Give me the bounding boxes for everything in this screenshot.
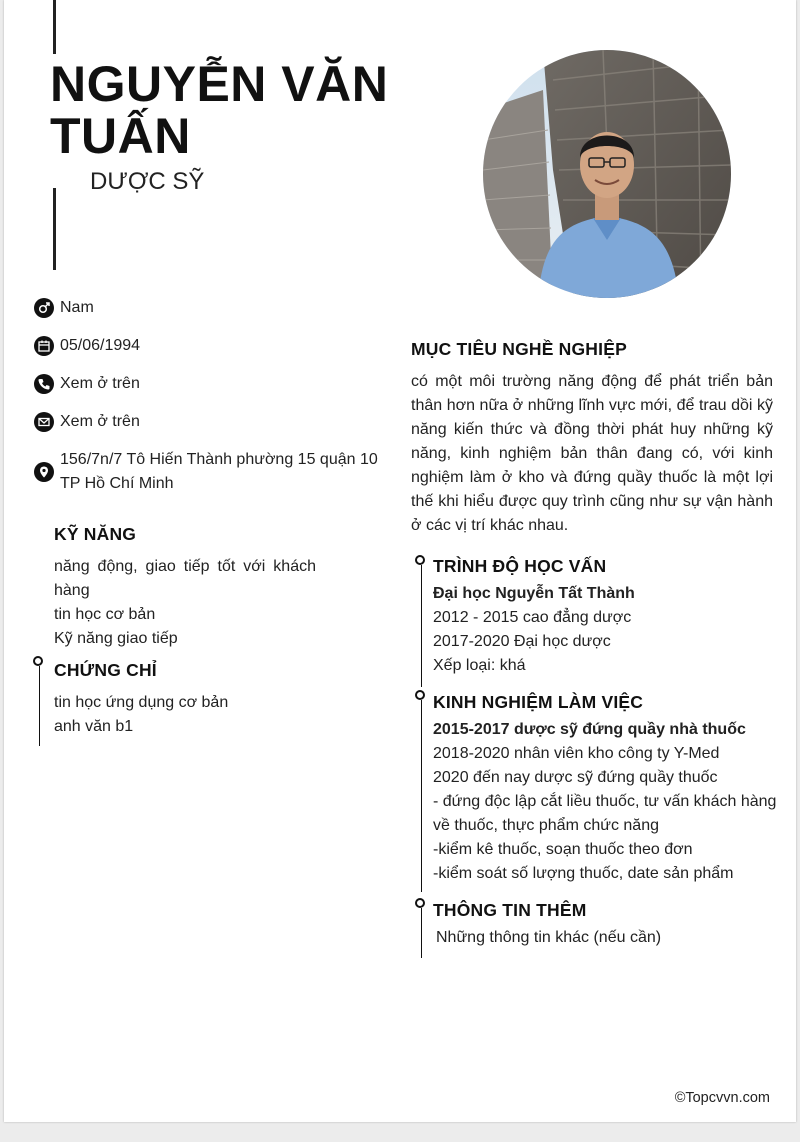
birthday-value: 05/06/1994 (60, 337, 141, 354)
skill-item: Kỹ năng giao tiếp (54, 630, 178, 647)
experience-line: - đứng độc lập cắt liều thuốc, tư vấn khách hàng về thuốc, thực phẩm chức năng (433, 793, 777, 834)
experience-line: -kiểm kê thuốc, soạn thuốc theo đơn (433, 841, 693, 858)
timeline-line (421, 908, 423, 958)
contact-phone (34, 372, 390, 396)
objective-text: có một môi trường năng động để phát triển bản thân hơn nữa ở những lĩnh vực mới, để trau dồi kỹ năng kiến thức và đồng thời phát huy những kỹ năng, kinh nghiệm bản thân đang có, với kinh nghiệm làm ở kho và đứng quầy thuốc là một lợi thế khi hiểu được quy trình cũng như sự vận hành ở các vị trí khác nhau. (411, 373, 773, 534)
objective-heading: MỤC TIÊU NGHỀ NGHIỆP (411, 339, 627, 359)
calendar-icon (34, 336, 54, 356)
experience-line: 2018-2020 nhân viên kho công ty Y-Med (433, 745, 720, 762)
education-line: 2012 - 2015 cao đẳng dược (433, 609, 632, 626)
email-icon (34, 412, 54, 432)
timeline-line (421, 700, 423, 892)
extra-text: Những thông tin khác (nếu cần) (436, 929, 662, 946)
education-heading: TRÌNH ĐỘ HỌC VẤN (433, 556, 607, 576)
timeline-line (421, 565, 423, 687)
experience-first: 2015-2017 dược sỹ đứng quầy nhà thuốc (433, 721, 746, 738)
cv-page (4, 0, 796, 1122)
education-school: Đại học Nguyễn Tất Thành (433, 585, 635, 602)
skills-heading: KỸ NĂNG (54, 524, 137, 544)
gender-value: Nam (60, 299, 94, 316)
email-value: Xem ở trên (60, 413, 140, 430)
timeline-dot (415, 898, 425, 908)
header-bar-top (53, 0, 56, 54)
certificate-item: anh văn b1 (54, 718, 134, 735)
timeline-dot (415, 690, 425, 700)
timeline-dot (33, 656, 43, 666)
copyright-footer: ©Topcvvn.com (674, 1090, 770, 1106)
experience-heading: KINH NGHIỆM LÀM VIỆC (433, 692, 644, 712)
experience-line: -kiểm soát số lượng thuốc, date sản phẩm (433, 865, 734, 882)
experience-line: 2020 đến nay dược sỹ đứng quầy thuốc (433, 769, 718, 786)
gender-icon (34, 298, 54, 318)
location-pin-icon (34, 462, 54, 482)
extra-heading: THÔNG TIN THÊM (433, 900, 587, 920)
contact-gender (34, 296, 390, 320)
timeline-dot (415, 555, 425, 565)
contact-email (34, 410, 390, 434)
contact-address (34, 448, 390, 496)
header-bar-bottom (53, 188, 56, 270)
contact-birthday (34, 334, 390, 358)
address-value: 156/7n/7 Tô Hiến Thành phường 15 quận 10 TP Hồ Chí Minh (60, 451, 378, 492)
certificate-item: tin học ứng dụng cơ bản (54, 694, 229, 711)
skill-item: tin học cơ bản (54, 606, 156, 623)
education-line: Xếp loại: khá (433, 657, 526, 674)
skill-item: năng động, giao tiếp tốt với khách hàng (54, 558, 316, 599)
profile-photo (483, 50, 731, 298)
timeline-line (39, 666, 41, 746)
job-title: DƯỢC SỸ (90, 168, 205, 195)
phone-icon (34, 374, 54, 394)
certificates-heading: CHỨNG CHỈ (54, 660, 157, 680)
phone-value: Xem ở trên (60, 375, 140, 392)
candidate-name: NGUYỄN VĂN TUẤN (50, 56, 389, 164)
education-line: 2017-2020 Đại học dược (433, 633, 611, 650)
